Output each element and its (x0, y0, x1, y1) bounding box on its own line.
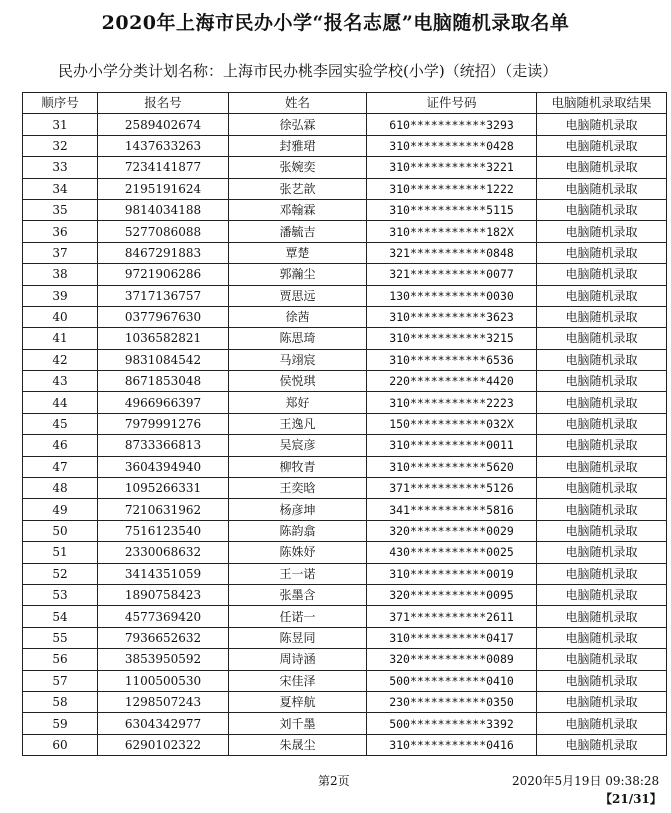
id-number-cell: 321***********0077 (367, 264, 537, 285)
name-cell: 马翊宸 (229, 349, 367, 370)
seq-no-cell: 46 (23, 435, 98, 456)
name-cell: 周诗涵 (229, 649, 367, 670)
id-number-cell: 341***********5816 (367, 499, 537, 520)
registration-no-cell: 6290102322 (98, 734, 229, 755)
result-cell: 电脑随机录取 (537, 328, 667, 349)
seq-no-cell: 36 (23, 221, 98, 242)
id-number-cell: 320***********0095 (367, 584, 537, 605)
result-cell: 电脑随机录取 (537, 392, 667, 413)
id-number-cell: 371***********5126 (367, 478, 537, 499)
registration-no-cell: 2195191624 (98, 178, 229, 199)
name-cell: 朱晟尘 (229, 734, 367, 755)
id-number-cell: 310***********5620 (367, 456, 537, 477)
registration-no-cell: 9721906286 (98, 264, 229, 285)
id-number-cell: 310***********6536 (367, 349, 537, 370)
result-cell: 电脑随机录取 (537, 563, 667, 584)
name-cell: 王逸凡 (229, 413, 367, 434)
registration-no-cell: 3414351059 (98, 563, 229, 584)
column-header-result: 电脑随机录取结果 (537, 93, 667, 114)
seq-no-cell: 51 (23, 542, 98, 563)
result-cell: 电脑随机录取 (537, 691, 667, 712)
table-row (23, 135, 667, 156)
seq-no-cell: 55 (23, 627, 98, 648)
table-row (23, 242, 667, 263)
registration-no-cell: 3853950592 (98, 649, 229, 670)
name-cell: 陈姝妤 (229, 542, 367, 563)
result-cell: 电脑随机录取 (537, 478, 667, 499)
name-cell: 夏梓航 (229, 691, 367, 712)
result-cell: 电脑随机录取 (537, 649, 667, 670)
id-number-cell: 500***********0410 (367, 670, 537, 691)
seq-no-cell: 34 (23, 178, 98, 199)
result-cell: 电脑随机录取 (537, 114, 667, 135)
result-cell: 电脑随机录取 (537, 713, 667, 734)
table-row (23, 734, 667, 755)
name-cell: 郭瀚尘 (229, 264, 367, 285)
table-row (23, 563, 667, 584)
seq-no-cell: 31 (23, 114, 98, 135)
name-cell: 陈韵翕 (229, 520, 367, 541)
registration-no-cell: 5277086088 (98, 221, 229, 242)
name-cell: 刘千墨 (229, 713, 367, 734)
table-row (23, 306, 667, 327)
name-cell: 陈昱同 (229, 627, 367, 648)
name-cell: 吴宸彦 (229, 435, 367, 456)
result-cell: 电脑随机录取 (537, 221, 667, 242)
registration-no-cell: 4966966397 (98, 392, 229, 413)
result-cell: 电脑随机录取 (537, 285, 667, 306)
id-number-cell: 500***********3392 (367, 713, 537, 734)
result-cell: 电脑随机录取 (537, 242, 667, 263)
registration-no-cell: 8467291883 (98, 242, 229, 263)
seq-no-cell: 48 (23, 478, 98, 499)
seq-no-cell: 32 (23, 135, 98, 156)
print-timestamp: 2020年5月19日 09:38:28 (512, 774, 660, 788)
name-cell: 徐弘霖 (229, 114, 367, 135)
id-number-cell: 310***********0417 (367, 627, 537, 648)
name-cell: 贾思远 (229, 285, 367, 306)
registration-no-cell: 7234141877 (98, 157, 229, 178)
admission-table (22, 92, 667, 756)
name-cell: 张婉奕 (229, 157, 367, 178)
table-row (23, 157, 667, 178)
id-number-cell: 150***********032X (367, 413, 537, 434)
table-row (23, 264, 667, 285)
result-cell: 电脑随机录取 (537, 499, 667, 520)
registration-no-cell: 0377967630 (98, 306, 229, 327)
seq-no-cell: 42 (23, 349, 98, 370)
seq-no-cell: 49 (23, 499, 98, 520)
column-header-name: 姓名 (229, 93, 367, 114)
seq-no-cell: 35 (23, 199, 98, 220)
name-cell: 侯悦琪 (229, 371, 367, 392)
result-cell: 电脑随机录取 (537, 542, 667, 563)
name-cell: 潘毓吉 (229, 221, 367, 242)
table-row (23, 478, 667, 499)
name-cell: 覃楚 (229, 242, 367, 263)
registration-no-cell: 7516123540 (98, 520, 229, 541)
table-row (23, 627, 667, 648)
result-cell: 电脑随机录取 (537, 413, 667, 434)
table-row (23, 349, 667, 370)
result-cell: 电脑随机录取 (537, 157, 667, 178)
result-cell: 电脑随机录取 (537, 264, 667, 285)
id-number-cell: 310***********1222 (367, 178, 537, 199)
name-cell: 张艺歆 (229, 178, 367, 199)
registration-no-cell: 7210631962 (98, 499, 229, 520)
id-number-cell: 430***********0025 (367, 542, 537, 563)
result-cell: 电脑随机录取 (537, 627, 667, 648)
registration-no-cell: 1036582821 (98, 328, 229, 349)
column-header-id-number: 证件号码 (367, 93, 537, 114)
name-cell: 郑好 (229, 392, 367, 413)
registration-no-cell: 8671853048 (98, 371, 229, 392)
table-row (23, 606, 667, 627)
table-row (23, 178, 667, 199)
plan-name-subtitle: 民办小学分类计划名称：上海市民办桃李园实验学校(小学)（统招）（走读） (58, 62, 558, 80)
registration-no-cell: 2330068632 (98, 542, 229, 563)
seq-no-cell: 57 (23, 670, 98, 691)
registration-no-cell: 9831084542 (98, 349, 229, 370)
id-number-cell: 310***********3221 (367, 157, 537, 178)
document-title: 2020年上海市民办小学“报名志愿”电脑随机录取名单 (101, 12, 570, 34)
result-cell: 电脑随机录取 (537, 520, 667, 541)
result-cell: 电脑随机录取 (537, 456, 667, 477)
result-cell: 电脑随机录取 (537, 178, 667, 199)
table-row (23, 413, 667, 434)
registration-no-cell: 8733366813 (98, 435, 229, 456)
id-number-cell: 320***********0089 (367, 649, 537, 670)
registration-no-cell: 4577369420 (98, 606, 229, 627)
table-row (23, 499, 667, 520)
id-number-cell: 310***********3215 (367, 328, 537, 349)
result-cell: 电脑随机录取 (537, 135, 667, 156)
result-cell: 电脑随机录取 (537, 435, 667, 456)
id-number-cell: 310***********5115 (367, 199, 537, 220)
table-row (23, 584, 667, 605)
registration-no-cell: 7936652632 (98, 627, 229, 648)
registration-no-cell: 1100500530 (98, 670, 229, 691)
registration-no-cell: 2589402674 (98, 114, 229, 135)
seq-no-cell: 43 (23, 371, 98, 392)
id-number-cell: 310***********0019 (367, 563, 537, 584)
seq-no-cell: 40 (23, 306, 98, 327)
id-number-cell: 310***********3623 (367, 306, 537, 327)
table-row (23, 114, 667, 135)
seq-no-cell: 60 (23, 734, 98, 755)
seq-no-cell: 50 (23, 520, 98, 541)
registration-no-cell: 3604394940 (98, 456, 229, 477)
result-cell: 电脑随机录取 (537, 349, 667, 370)
column-header-seq-no: 顺序号 (23, 93, 98, 114)
name-cell: 杨彦坤 (229, 499, 367, 520)
table-row (23, 392, 667, 413)
result-cell: 电脑随机录取 (537, 306, 667, 327)
id-number-cell: 610***********3293 (367, 114, 537, 135)
result-cell: 电脑随机录取 (537, 670, 667, 691)
registration-no-cell: 9814034188 (98, 199, 229, 220)
registration-no-cell: 1890758423 (98, 584, 229, 605)
result-cell: 电脑随机录取 (537, 734, 667, 755)
registration-no-cell: 7979991276 (98, 413, 229, 434)
page-count: 【21/31】 (600, 792, 662, 806)
table-row (23, 542, 667, 563)
seq-no-cell: 38 (23, 264, 98, 285)
registration-no-cell: 1298507243 (98, 691, 229, 712)
seq-no-cell: 33 (23, 157, 98, 178)
registration-no-cell: 1095266331 (98, 478, 229, 499)
result-cell: 电脑随机录取 (537, 606, 667, 627)
seq-no-cell: 47 (23, 456, 98, 477)
name-cell: 王一诺 (229, 563, 367, 584)
seq-no-cell: 58 (23, 691, 98, 712)
table-row (23, 649, 667, 670)
registration-no-cell: 6304342977 (98, 713, 229, 734)
table-row (23, 371, 667, 392)
id-number-cell: 320***********0029 (367, 520, 537, 541)
seq-no-cell: 44 (23, 392, 98, 413)
result-cell: 电脑随机录取 (537, 584, 667, 605)
result-cell: 电脑随机录取 (537, 371, 667, 392)
id-number-cell: 230***********0350 (367, 691, 537, 712)
table-row (23, 435, 667, 456)
id-number-cell: 321***********0848 (367, 242, 537, 263)
page-number: 第2页 (318, 774, 350, 788)
table-row (23, 520, 667, 541)
name-cell: 柳牧青 (229, 456, 367, 477)
table-header (23, 93, 667, 114)
name-cell: 邓翰霖 (229, 199, 367, 220)
result-cell: 电脑随机录取 (537, 199, 667, 220)
seq-no-cell: 52 (23, 563, 98, 584)
table-row (23, 456, 667, 477)
id-number-cell: 310***********0416 (367, 734, 537, 755)
id-number-cell: 310***********2223 (367, 392, 537, 413)
column-header-registration-no: 报名号 (98, 93, 229, 114)
table-row (23, 328, 667, 349)
table-body (23, 114, 667, 756)
table-row (23, 691, 667, 712)
registration-no-cell: 1437633263 (98, 135, 229, 156)
seq-no-cell: 39 (23, 285, 98, 306)
name-cell: 宋佳泽 (229, 670, 367, 691)
id-number-cell: 310***********0428 (367, 135, 537, 156)
seq-no-cell: 53 (23, 584, 98, 605)
id-number-cell: 371***********2611 (367, 606, 537, 627)
table-row (23, 670, 667, 691)
table-row (23, 199, 667, 220)
seq-no-cell: 45 (23, 413, 98, 434)
seq-no-cell: 54 (23, 606, 98, 627)
id-number-cell: 310***********0011 (367, 435, 537, 456)
id-number-cell: 310***********182X (367, 221, 537, 242)
name-cell: 封雅珺 (229, 135, 367, 156)
seq-no-cell: 56 (23, 649, 98, 670)
registration-no-cell: 3717136757 (98, 285, 229, 306)
seq-no-cell: 59 (23, 713, 98, 734)
name-cell: 张墨含 (229, 584, 367, 605)
table-row (23, 285, 667, 306)
seq-no-cell: 37 (23, 242, 98, 263)
name-cell: 任诺一 (229, 606, 367, 627)
id-number-cell: 130***********0030 (367, 285, 537, 306)
name-cell: 王奕晗 (229, 478, 367, 499)
seq-no-cell: 41 (23, 328, 98, 349)
name-cell: 陈思琦 (229, 328, 367, 349)
id-number-cell: 220***********4420 (367, 371, 537, 392)
name-cell: 徐茜 (229, 306, 367, 327)
table-row (23, 221, 667, 242)
header-row (23, 93, 667, 114)
table-row (23, 713, 667, 734)
